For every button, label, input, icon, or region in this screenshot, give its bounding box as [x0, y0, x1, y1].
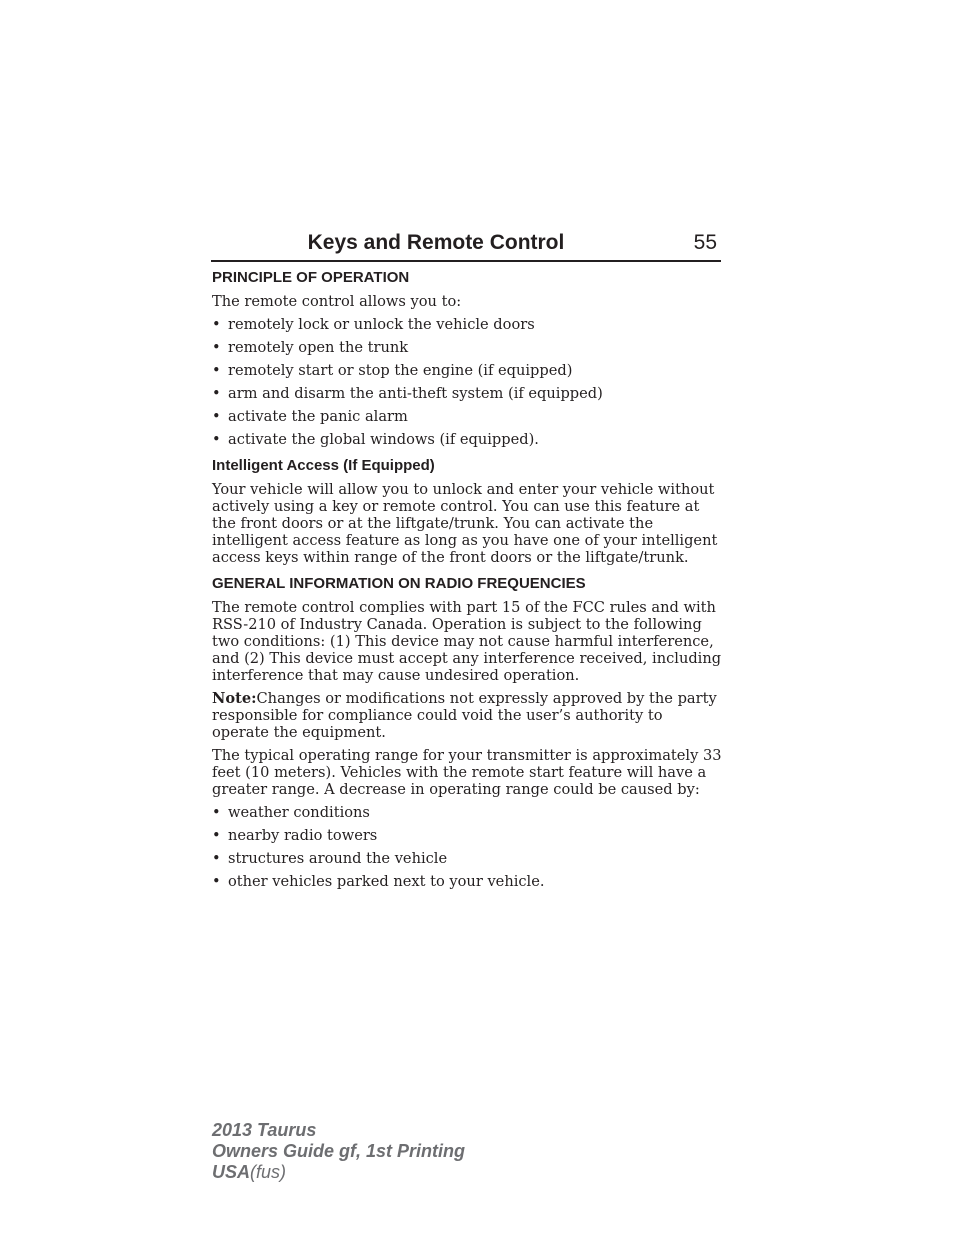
bullet-icon: •: [212, 873, 221, 890]
radio-body-1: The remote control complies with part 15 of the FCC rules and with RSS-210 of Industry Canada. Operation is subject to the following two conditions: (1) This device may not cause harmful interference, and (2) This device must accept any interference received, including interference that may cause undesired operation.: [212, 599, 722, 684]
section-heading-principle: PRINCIPLE OF OPERATION: [212, 269, 410, 286]
list-item: • remotely open the trunk: [212, 339, 409, 356]
bullet-icon: •: [212, 408, 221, 425]
radio-note: [212, 690, 724, 741]
bullet-icon: •: [212, 385, 221, 402]
intelligent-access-body: Your vehicle will allow you to unlock and enter your vehicle without actively using a key or remote control. You can use this feature at the front doors or at the liftgate/trunk. You can activate the intelligent access feature as long as you have one of your intelligent access keys within range of the front doors or the liftgate/trunk.: [212, 481, 718, 566]
note-label: Note:: [212, 690, 257, 707]
section-heading-intelligent-access: Intelligent Access (If Equipped): [212, 457, 435, 474]
chapter-title: Keys and Remote Control: [307, 231, 565, 254]
list-item: • arm and disarm the anti-theft system (if equipped): [212, 385, 603, 402]
list-item: • activate the global windows (if equipped).: [212, 431, 539, 448]
principle-bullet-list: [212, 316, 724, 448]
bullet-icon: •: [212, 339, 221, 356]
bullet-icon: •: [212, 362, 221, 379]
page-footer: [212, 1120, 465, 1183]
list-item: • other vehicles parked next to your vehicle.: [212, 873, 545, 890]
section-heading-radio: GENERAL INFORMATION ON RADIO FREQUENCIES: [212, 575, 586, 592]
list-item: • nearby radio towers: [212, 827, 378, 844]
page-content: [212, 268, 724, 890]
radio-bullet-list: [212, 804, 724, 890]
radio-body-2: The typical operating range for your transmitter is approximately 33 feet (10 meters). Vehicles with the remote start feature will have a greater range. A decrease in operating range could be caused by:: [212, 747, 722, 798]
note-text: Changes or modifications not expressly approved by the party responsible for compliance could void the user’s authority to operate the equipment.: [212, 690, 717, 741]
footer-guide: Owners Guide gf, 1st Printing: [212, 1141, 466, 1161]
footer-region: USA(fus): [212, 1162, 287, 1182]
bullet-icon: •: [212, 804, 221, 821]
list-item: • remotely start or stop the engine (if equipped): [212, 362, 573, 379]
page-header: [211, 229, 721, 259]
footer-model: 2013 Taurus: [212, 1120, 317, 1140]
bullet-icon: •: [212, 431, 221, 448]
list-item: • weather conditions: [212, 804, 370, 821]
list-item: • activate the panic alarm: [212, 408, 408, 425]
list-item: • remotely lock or unlock the vehicle doors: [212, 316, 535, 333]
header-rule: [211, 260, 721, 262]
principle-intro: The remote control allows you to:: [212, 293, 462, 310]
list-item: • structures around the vehicle: [212, 850, 448, 867]
bullet-icon: •: [212, 850, 221, 867]
bullet-icon: •: [212, 316, 221, 333]
bullet-icon: •: [212, 827, 221, 844]
page-number: 55: [693, 231, 717, 254]
